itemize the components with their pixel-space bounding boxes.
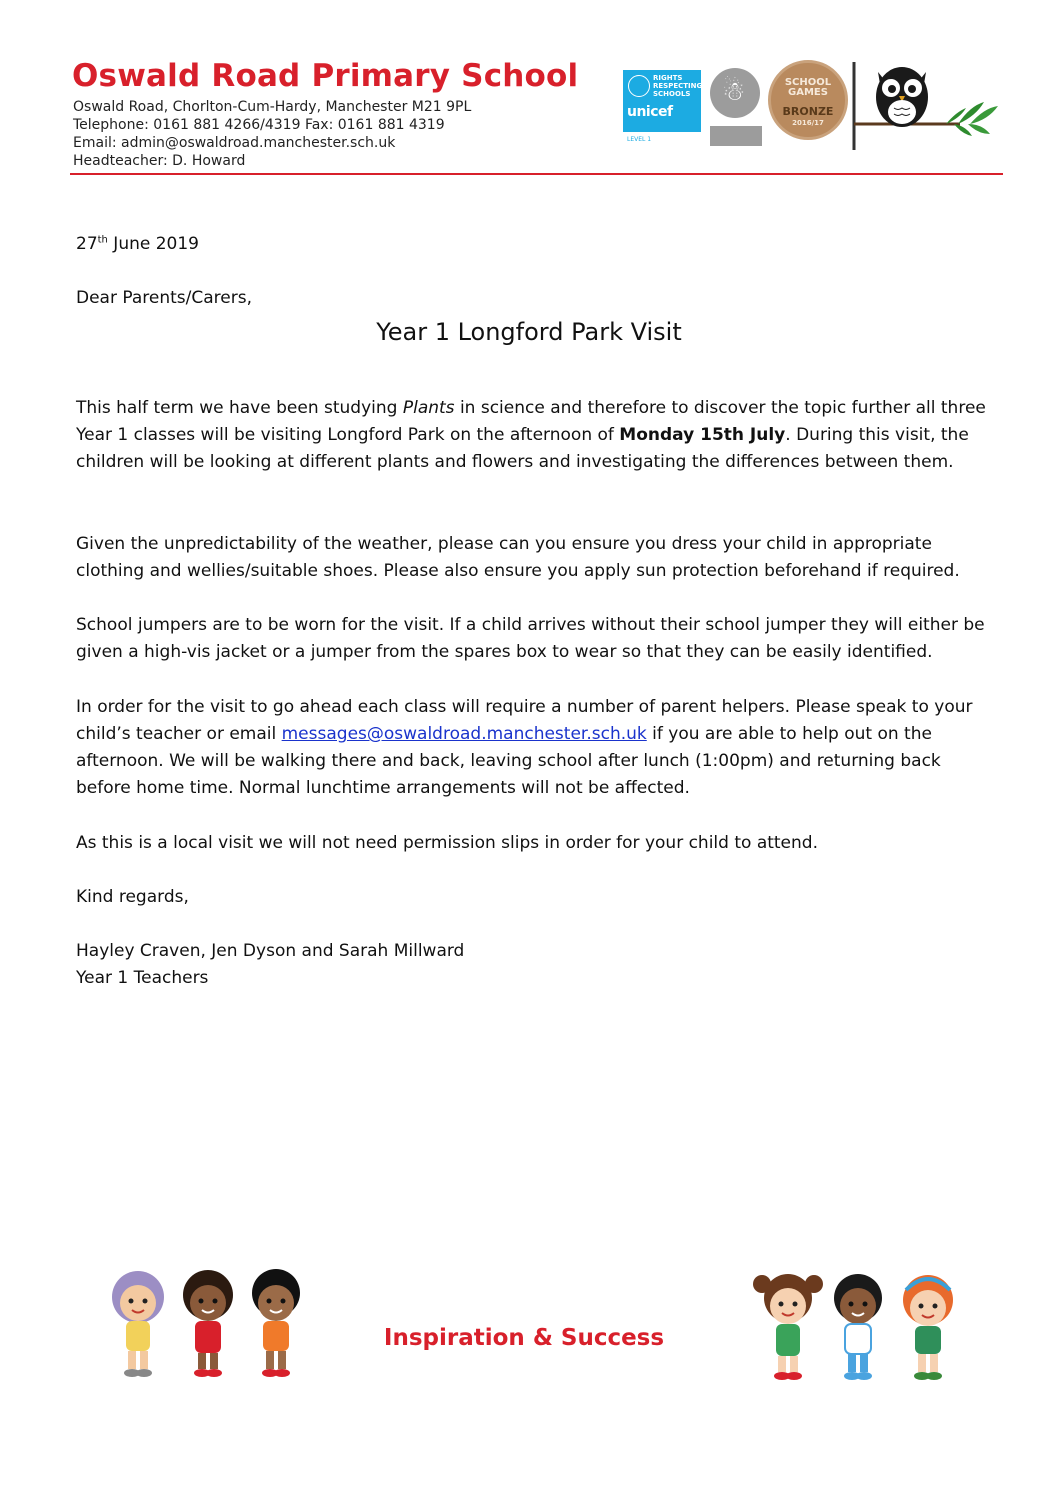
paragraph-3: School jumpers are to be worn for the visit. If a child arrives without their school jumper they will either be given a high-vis jacket or a jumper from the spares box to wear so that they can be easily identified. [76,615,985,662]
p1-italic: Plants [402,398,455,418]
paragraph-5: As this is a local visit we will not need permission slips in order for your child to attend. [76,833,818,853]
rights-respecting-label: RIGHTS RESPECTING SCHOOLS [653,74,703,98]
closing: Kind regards, [76,887,189,907]
p4-text-b: if you are able to help out on the afternoon. We will be walking there and back, leaving school after lunch (1:00pm) and returning back before home time. Normal lunchtime arrangements will not be affected. [76,724,941,798]
date-suffix: th [97,234,108,246]
unicef-rights-respecting-badge [623,70,703,143]
globe-icon [628,75,650,97]
date-day: 27 [76,234,98,254]
children-illustration-right [748,1268,968,1394]
school-motto: Inspiration & Success [383,1325,665,1351]
p1-text-b: in science and therefore to discover the topic further all three Year 1 classes will be visiting Longford Park on the afternoon of [76,398,986,445]
paragraph-1 [76,395,991,476]
school-telephone: Telephone: 0161 881 4266/4319 Fax: 0161 881 4319 [73,117,445,133]
sport-award-badge [708,66,764,150]
running-figures-icon: ☃ [722,77,746,107]
p1-text-a: This half term we have been studying [76,398,403,418]
school-address: Oswald Road, Chorlton-Cum-Hardy, Manchester M21 9PL [73,99,472,115]
paragraph-2: Given the unpredictability of the weather, please can you ensure you dress your child in appropriate clothing and wellies/suitable shoes. Please also ensure you apply sun protection beforehand if required. [76,534,960,581]
school-email: Email: admin@oswaldroad.manchester.sch.uk [73,135,396,151]
header-divider [70,173,1003,175]
date-month-year: June 2019 [107,234,199,254]
sport-badge-caption [710,126,762,146]
letter-title: Year 1 Longford Park Visit [376,318,682,346]
letterhead [70,58,1005,178]
p4-text-a: In order for the visit to go ahead each class will require a number of parent helpers. Please speak to your child’s teacher or email [76,697,973,744]
contact-block [73,98,471,170]
owl-icon [850,62,1010,154]
letter-date [76,234,199,254]
unicef-label: unicef [627,104,673,120]
school-games-badge [768,60,848,140]
p1-text-c: . During this visit, the children will be looking at different plants and flowers and investigating the differences between them. [76,425,969,472]
greeting: Dear Parents/Carers, [76,288,252,308]
email-link[interactable]: messages@oswaldroad.manchester.sch.uk [281,724,647,744]
signatories: Hayley Craven, Jen Dyson and Sarah Millward [76,941,465,961]
signatory-role: Year 1 Teachers [76,968,209,988]
unicef-level-label: LEVEL 1 [627,136,652,143]
visit-date: Monday 15th July [619,425,786,445]
children-icon [748,1268,968,1390]
paragraph-4 [76,694,991,802]
owl-branch-logo [850,62,1010,154]
games-year-label: 2016/17 [792,119,824,127]
school-games-label: SCHOOL GAMES [784,77,832,98]
headteacher: Headteacher: D. Howard [73,153,246,169]
games-level-label: BRONZE [782,105,834,118]
school-name: Oswald Road Primary School [72,58,579,94]
